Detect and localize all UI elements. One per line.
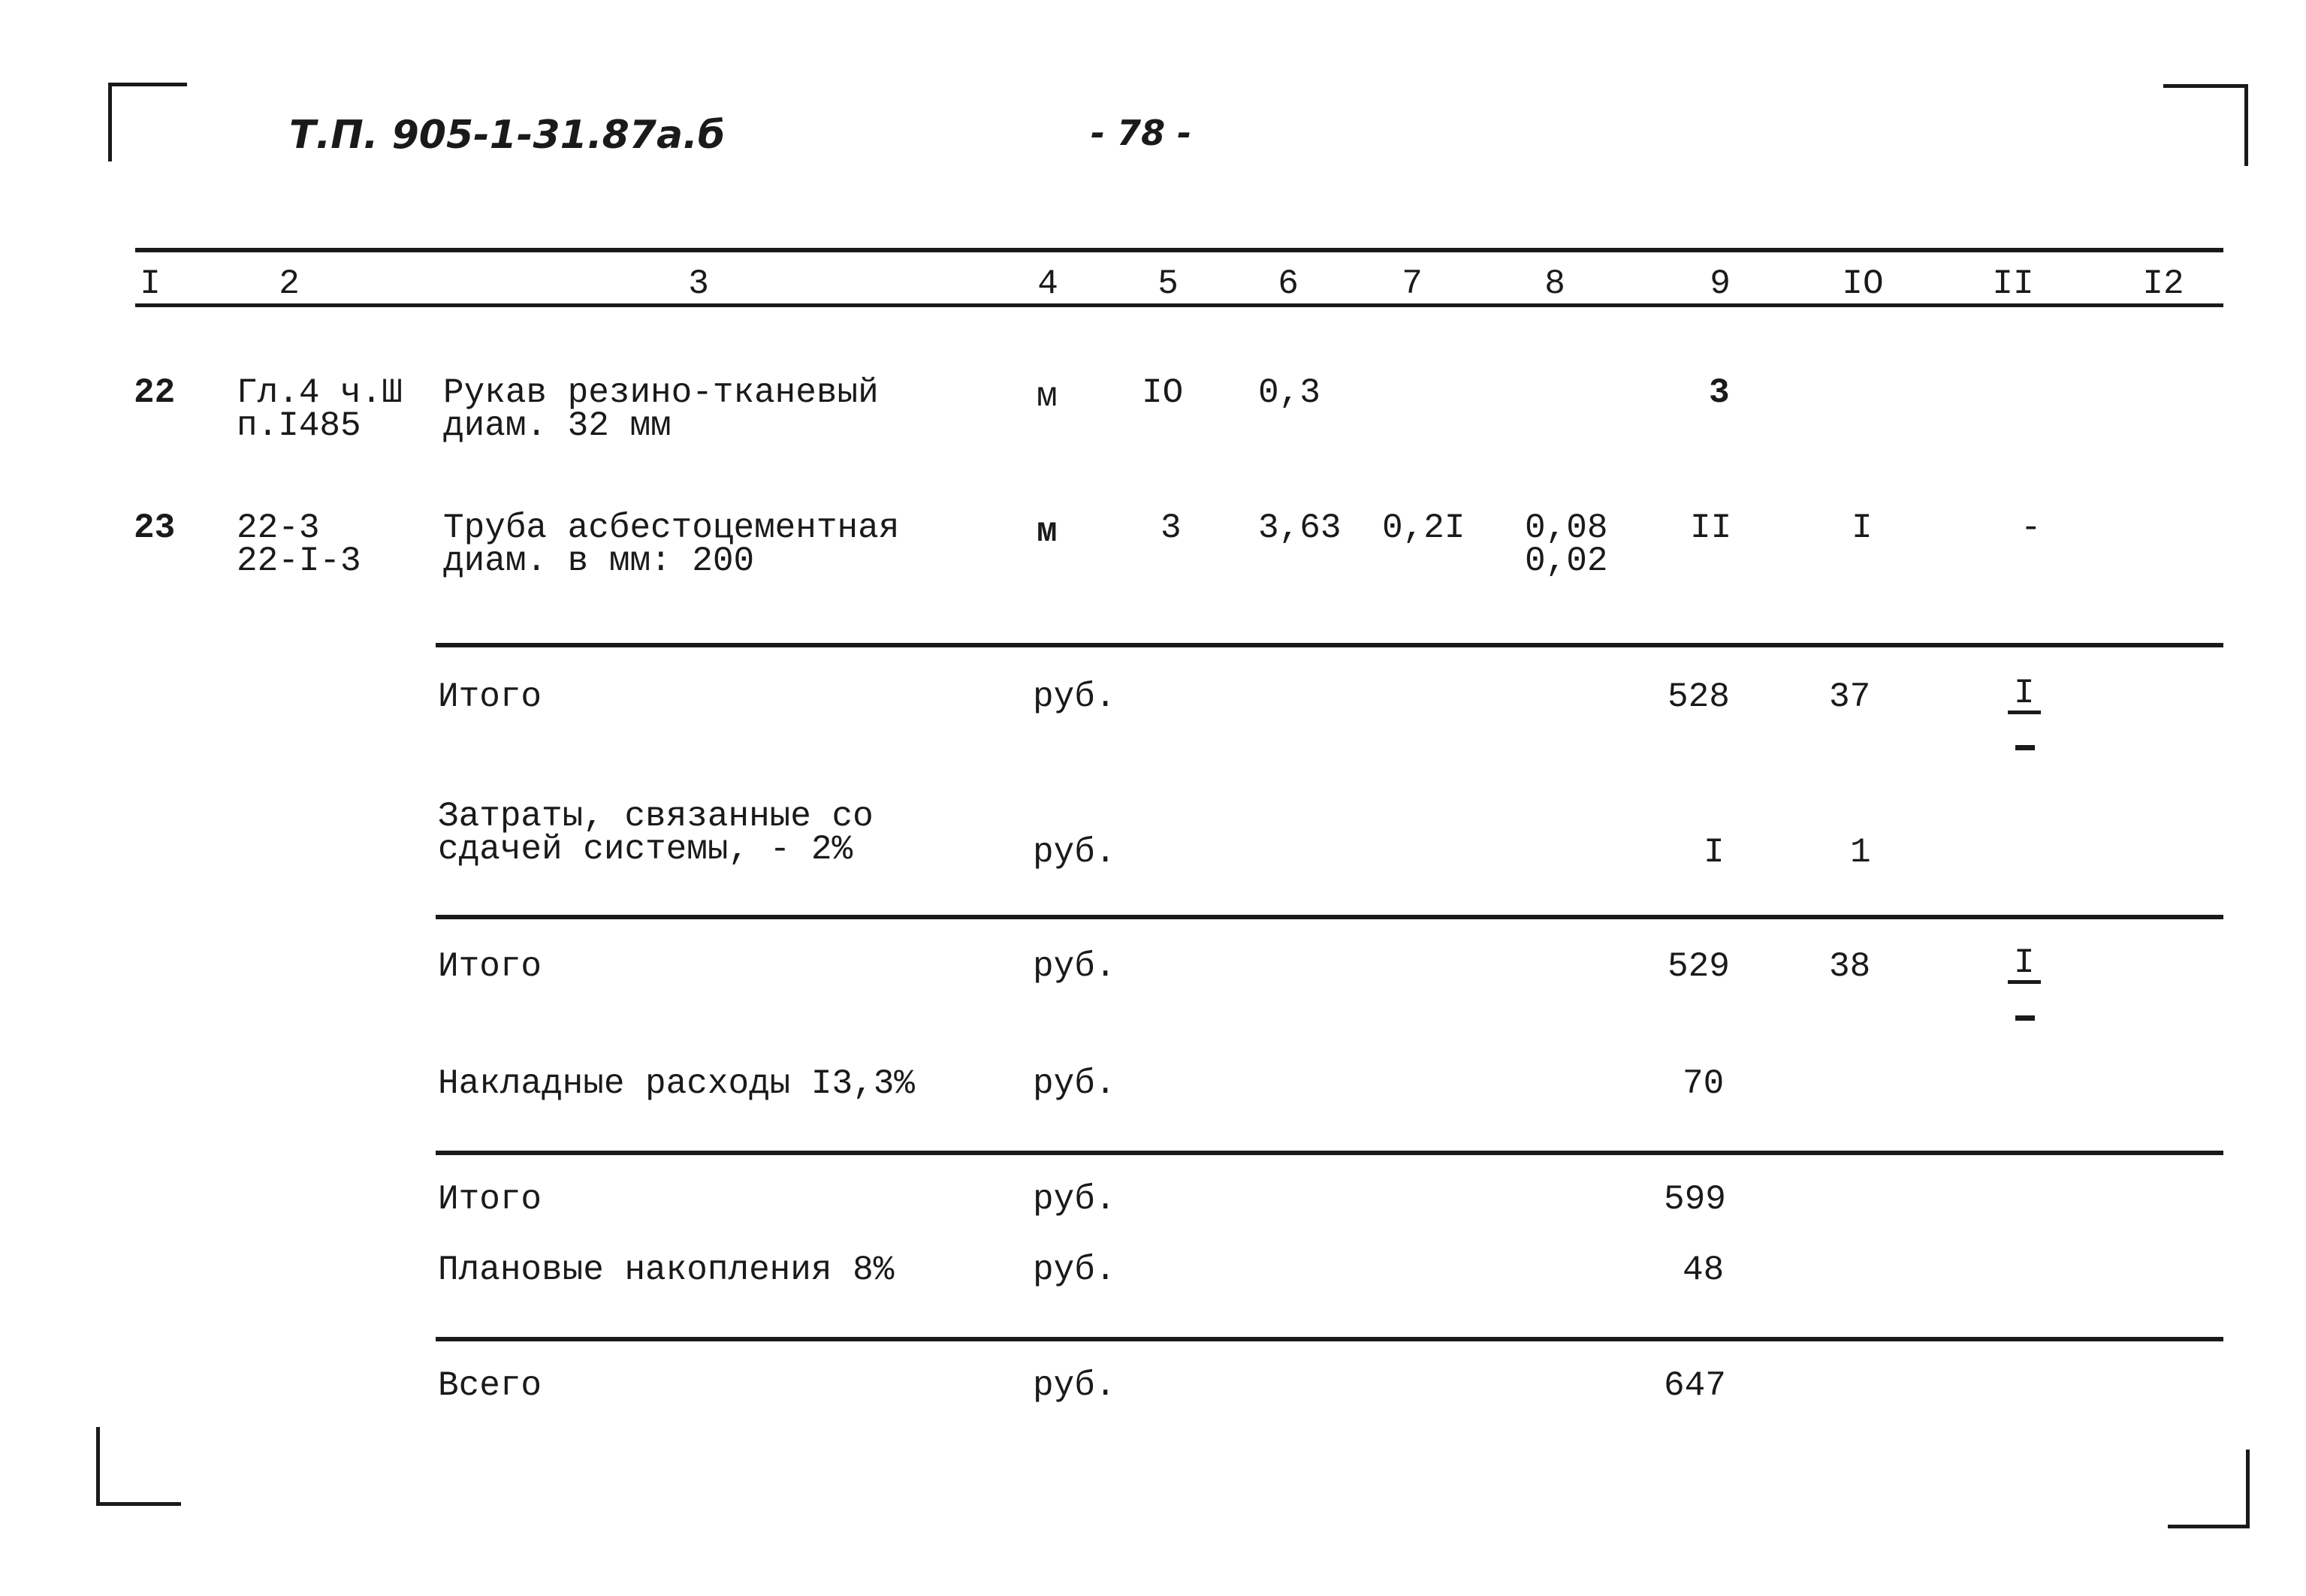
corner-mark-bottom-left [96,1427,181,1506]
row-col6: 0,3 [1258,373,1321,412]
header-rule-top [135,248,2223,252]
summary-col9: 48 [1683,1251,1725,1290]
column-number: 3 [688,264,709,303]
row-name: диам. в мм: 200 [443,542,755,581]
summary-unit: руб. [1033,677,1116,717]
row-name: Рукав резино-тканевый [443,373,879,412]
summary-label: Накладные расходы I3,3% [438,1064,915,1103]
column-number: 9 [1710,264,1731,303]
summary-unit: руб. [1033,1180,1116,1219]
column-number: II [1992,264,2034,303]
row-col7: 0,2I [1382,508,1465,548]
row-col5: IO [1142,373,1184,412]
row-reference: п.I485 [237,406,361,445]
summary-label: Итого [438,947,542,986]
summary-col10: 38 [1829,947,1871,986]
summary-label: Всего [438,1366,542,1405]
row-col11: - [2021,508,2042,548]
summary-col11: I [2008,946,2041,984]
summary-unit: руб. [1033,1251,1116,1290]
summary-label: Затраты, связанные со [438,797,874,836]
row-col8: 0,02 [1525,542,1608,581]
row-col5: 3 [1161,508,1182,548]
summary-label: сдачей системы, - 2% [438,830,853,869]
row-unit: м [1037,512,1058,551]
summary-col10: 37 [1829,677,1871,717]
row-col9: II [1690,508,1732,548]
section-rule [436,1151,2223,1155]
summary-unit: руб. [1033,833,1116,872]
section-rule [436,1337,2223,1341]
section-rule [436,915,2223,919]
summary-col9: 647 [1664,1366,1726,1405]
summary-col9: 70 [1683,1064,1725,1103]
section-rule [436,643,2223,647]
summary-col9: 528 [1668,677,1730,717]
row-col8: 0,08 [1525,508,1608,548]
row-col6: 3,63 [1258,508,1342,548]
summary-col11: I [2008,676,2041,714]
row-unit: м [1037,377,1058,416]
column-number: I2 [2142,264,2184,303]
dash-mark [2015,1015,2035,1021]
row-name: диам. 32 мм [443,406,672,445]
column-number: 6 [1278,264,1299,303]
summary-label: Итого [438,677,542,717]
summary-unit: руб. [1033,947,1116,986]
column-number: IO [1842,264,1884,303]
summary-col9: 529 [1668,947,1730,986]
summary-unit: руб. [1033,1064,1116,1103]
summary-col9: 599 [1664,1180,1726,1219]
row-reference: Гл.4 ч.Ш [237,373,403,412]
column-number: 8 [1544,264,1565,303]
summary-col10: 1 [1850,833,1871,872]
document-code: Т.П. 905-1-31.87а.б [289,113,726,158]
summary-label: Плановые накопления 8% [438,1251,895,1290]
corner-mark-top-right [2163,84,2248,166]
summary-label: Итого [438,1180,542,1219]
row-name: Труба асбестоцементная [443,508,900,548]
column-number: 2 [279,264,300,303]
row-col10: I [1852,508,1873,548]
header-rule-bottom [135,303,2223,307]
page-number: - 78 - [1091,113,1192,153]
summary-col9: I [1704,833,1725,872]
corner-mark-bottom-right [2168,1450,2250,1528]
corner-mark-top-left [108,83,187,161]
column-number: 7 [1402,264,1423,303]
column-number: 5 [1158,264,1179,303]
dash-mark [2015,745,2035,750]
row-col9: 3 [1709,373,1730,412]
row-number: 23 [134,508,176,548]
row-reference: 22-I-3 [237,542,361,581]
column-number: 4 [1037,264,1058,303]
summary-unit: руб. [1033,1366,1116,1405]
row-number: 22 [134,373,176,412]
column-number: I [140,264,161,303]
row-reference: 22-3 [237,508,320,548]
